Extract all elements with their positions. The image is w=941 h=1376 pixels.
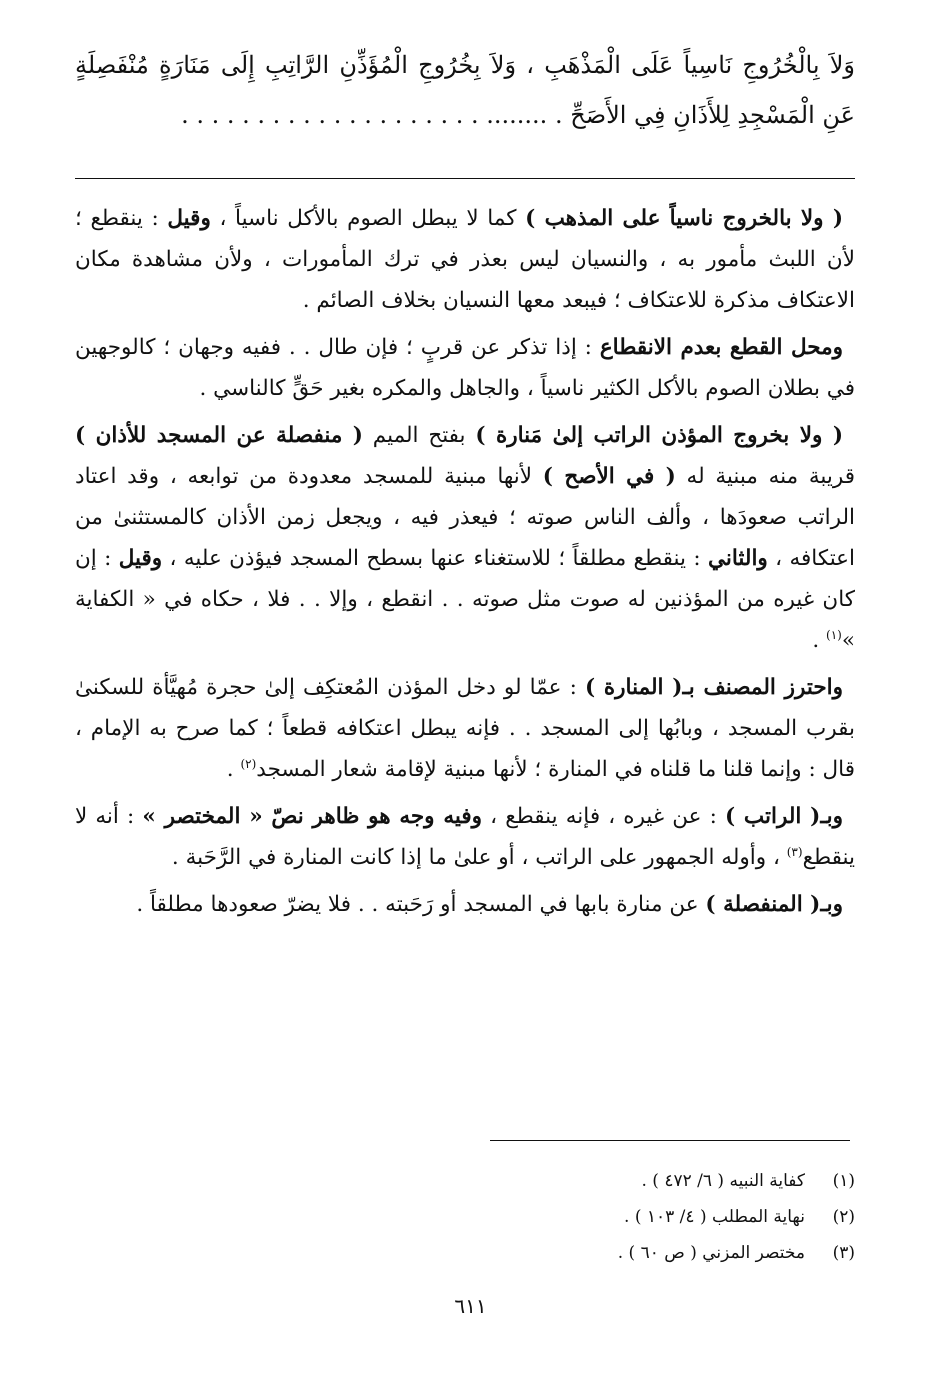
bold-term: ومحل القطع بعدم الانقطاع xyxy=(599,335,843,360)
matn-text xyxy=(75,40,855,150)
footnote-item xyxy=(75,1163,855,1199)
bold-quote: ( ولا بالخروج ناسياً على المذهب ) xyxy=(525,206,843,231)
text: . xyxy=(812,628,827,653)
bold-term: وفيه وجه هو ظاهر نصّ « المختصر » xyxy=(142,804,483,829)
text: قريبة منه مبنية له xyxy=(675,464,856,489)
commentary-paragraph-1 xyxy=(75,198,855,321)
footnote-number: (٣) xyxy=(832,1243,855,1263)
bold-term: وقيل xyxy=(118,546,163,571)
page-number: ٦١١ xyxy=(454,1294,487,1318)
footnote-item xyxy=(75,1199,855,1235)
footnotes xyxy=(75,1163,855,1271)
text: : إن كان غيره من المؤذنين له صوت مثل صوته . . انقطع ، وإلا . . فلا ، حكاه في « الكفاية » xyxy=(75,546,855,653)
bold-term: وبـ( المنفصلة ) xyxy=(705,892,843,917)
footnote-text: نهاية المطلب ( ٤/ ١٠٣ ) . xyxy=(624,1207,805,1227)
text: : أنه لا ينقطع xyxy=(75,804,855,870)
bold-term: والثاني xyxy=(707,546,768,571)
text: بفتح الميم xyxy=(362,423,476,448)
text: كما لا يبطل الصوم بالأكل ناسياً ، xyxy=(210,206,526,231)
commentary-paragraph-2 xyxy=(75,327,855,409)
text: : عن غيره ، فإنه ينقطع ، xyxy=(482,804,725,829)
footnote-text: مختصر المزني ( ص ٦٠ ) . xyxy=(617,1243,805,1263)
footnote-number: (١) xyxy=(832,1171,855,1191)
text: . xyxy=(226,757,241,782)
text: : ينقطع ؛ لأن اللبث مأمور به ، والنسيان ليس بعذر في ترك المأمورات ، ولأن مشاهدة مكان الاعتكاف مذكرة للاعتكاف ؛ فيبعد معها النسيان بخلاف الصائم . xyxy=(75,206,855,313)
footnote-divider xyxy=(490,1140,850,1141)
bold-term: واحترز المصنف بـ( المنارة ) xyxy=(584,675,843,700)
footnote-item xyxy=(75,1235,855,1271)
bold-term: وبـ( الراتب ) xyxy=(724,804,844,829)
footnote-number: (٢) xyxy=(832,1207,855,1227)
text: : ينقطع مطلقاً ؛ للاستغناء عنها بسطح المسجد فيؤذن عليه ، xyxy=(162,546,708,571)
matn-line-2: الْمَسْجِدِ لِلأَذَانِ فِي الأَصَحِّ . xyxy=(554,101,815,129)
commentary-paragraph-6 xyxy=(75,884,855,925)
text: : إذا تذكر عن قربٍ ؛ فإن طال . . ففيه وجهان ؛ كالوجهين في بطلان الصوم بالأكل الكثير ناسياً ، والجاهل والمكره بغير حَقٍّ كالناسي . xyxy=(75,335,855,401)
text: لأنها مبنية للمسجد معدودة من توابعه ، وقد اعتاد الراتب صعودَها ، وألف الناس صوته ؛ فيعذر فيه ، ويجعل زمن الأذان كالمستثنىٰ من اعتكافه ، xyxy=(75,464,855,571)
footnote-text: كفاية النبيه ( ٦/ ٤٧٢ ) . xyxy=(641,1171,805,1191)
bold-term: وقيل xyxy=(167,206,211,231)
footnote-ref-2[interactable]: (٢) xyxy=(240,756,257,771)
bold-quote: ( في الأصح ) xyxy=(542,464,676,489)
footnote-ref-1[interactable]: (١) xyxy=(826,627,842,642)
matn-block xyxy=(75,40,855,150)
text: عن منارة بابها في المسجد أو رَحَبته . . فلا يضرّ صعودها مطلقاً . xyxy=(136,892,706,917)
text: : عمّا لو دخل المؤذن المُعتكِف إلىٰ حجرة مُهيَّأة للسكنىٰ بقرب المسجد ، وبابُها إلى المسجد . . فإنه يبطل اعتكافه قطعاً ؛ كما صرح به الإمام ، قال : وإنما قلنا ما قلناه في المنارة ؛ لأنها مبنية لإقامة شعار المسجد xyxy=(75,675,855,782)
footnote-ref-3[interactable]: (٣) xyxy=(786,844,803,859)
matn-line-1: وَلاَ بِالْخُرُوجِ نَاسِياً عَلَى الْمَذْهَبِ ، وَلاَ بِخُرُوجِ الْمُؤَذِّنِ الرَّاتِبِ إِلَى مَنَارَةٍ مُنْفَصِلَةٍ عَنِ xyxy=(75,51,855,129)
commentary-paragraph-3 xyxy=(75,415,855,661)
bold-quote: ( منفصلة عن المسجد للأذان ) xyxy=(75,423,363,448)
commentary-paragraph-4 xyxy=(75,667,855,790)
text: ، وأوله الجمهور على الراتب ، أو علىٰ ما إذا كانت المنارة في الرَّحَبة . xyxy=(171,845,787,870)
commentary-block xyxy=(75,198,855,931)
matn-dots: ........ . . . . . . . . . . . . . . . . . . . . xyxy=(181,101,548,129)
commentary-paragraph-5 xyxy=(75,796,855,878)
bold-quote: ( ولا بخروج المؤذن الراتب إلىٰ مَنارة ) xyxy=(475,423,843,448)
matn-divider xyxy=(75,178,855,179)
